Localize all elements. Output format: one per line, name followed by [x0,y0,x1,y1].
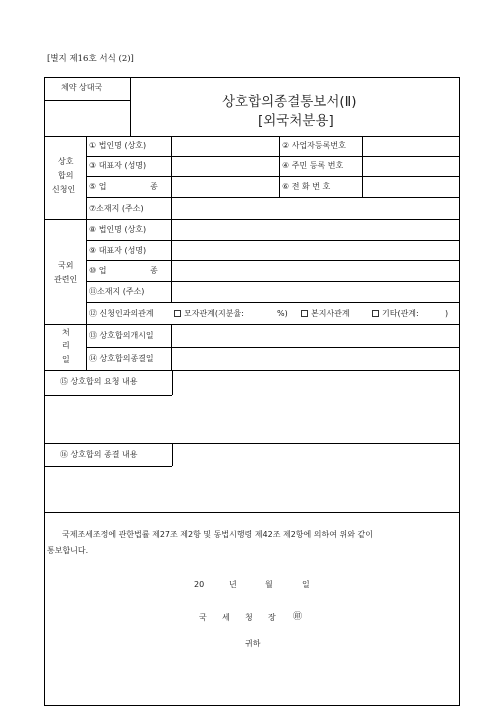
relation-option-parent[interactable]: 모자관계(지분율: [174,310,244,318]
address-label: ⑦소재지 (주소) [89,204,144,213]
rule [279,136,280,197]
applicant-group-label-1: 상호 [58,157,74,166]
rule [86,347,460,348]
page-subtitle: [외국처분용] [258,113,334,129]
recipient-label: 귀하 [245,639,261,648]
date-year: 20 [194,580,205,589]
rule [44,395,172,396]
rule [362,136,363,197]
rule [44,100,130,101]
form-number: [별지 제16호 서식 (2)] [47,54,134,64]
process-group-label-2: 리 [62,341,70,350]
rule [171,219,172,302]
page-title: 상호합의종결통보서(Ⅱ) [222,94,357,110]
form-frame [44,77,460,706]
rule [86,197,460,198]
resident-reg-no-label: ④ 주민 등록 번호 [282,161,344,170]
rule [44,370,460,371]
representative-label: ③ 대표자 (성명) [89,161,147,170]
rule [44,512,460,513]
treaty-country-label: 체약 상대국 [61,83,103,92]
foreign-group-label-2: 관련인 [54,275,78,284]
process-group-label-3: 일 [62,355,70,364]
foreign-business-type-label-end: 종 [150,266,158,275]
signer-char-2: 세 [222,613,230,622]
applicant-group-label-2: 합의 [58,171,74,180]
rule [86,260,460,261]
corp-name-label: ① 법인명 (상호) [89,141,147,150]
notice-line-1: 국제조세조정에 관한법률 제27조 제2항 및 동법시행령 제42조 제2항에 의하여 위와 같이 [62,530,373,539]
biz-reg-no-label: ② 사업자등록번호 [282,141,346,150]
signer-char-4: 장 [268,613,276,622]
rule [44,466,172,467]
foreign-corp-name-label: ⑧ 법인명 (상호) [89,225,147,234]
date-year-unit: 년 [229,580,237,589]
rule [86,156,460,157]
checkbox[interactable] [301,310,308,317]
conclusion-content-label: ⑯ 상호합의 종결 내용 [60,450,138,459]
seal-icon: ㊞ [293,612,303,622]
agreement-start-label: ⑬ 상호합의개시일 [89,331,154,340]
relation-label: ⑫ 신청인과의관계 [89,309,154,318]
share-ratio-unit: %) [277,309,288,318]
process-group-label-1: 처 [62,328,70,337]
checkbox[interactable] [174,310,181,317]
phone-label: ⑥ 전 화 번 호 [282,182,331,191]
rule [44,219,460,220]
request-content-label: ⑮ 상호합의 요청 내용 [60,377,138,386]
signer-char-3: 청 [245,613,253,622]
rule [172,370,173,395]
foreign-address-label: ⑪소재지 (주소) [89,287,145,296]
foreign-representative-label: ⑨ 대표자 (성명) [89,246,147,255]
notice-line-2: 통보합니다. [47,546,89,555]
rule [86,281,460,282]
rule [86,240,460,241]
rule [171,136,172,219]
rule [86,302,460,303]
foreign-group-label-1: 국외 [58,261,74,270]
rule [44,136,460,137]
relation-option-other[interactable]: 기타(관계: [372,310,419,318]
relation-option-branch[interactable]: 본지사관계 [301,310,350,318]
date-month-unit: 월 [265,580,273,589]
rule [172,443,173,466]
date-day-unit: 일 [302,580,310,589]
relation-other-close: ) [445,309,449,318]
rule [86,136,87,370]
applicant-group-label-3: 신청인 [52,185,76,194]
rule [44,324,460,325]
agreement-end-label: ⑭ 상호합의종결일 [89,354,154,363]
rule [44,443,460,444]
rule [130,77,131,136]
rule [86,176,460,177]
checkbox[interactable] [372,310,379,317]
rule [171,324,172,370]
business-type-label-end: 종 [150,182,158,191]
signer-char-1: 국 [199,613,207,622]
foreign-business-type-label: ⑩ 업 [89,266,107,275]
business-type-label: ⑤ 업 [89,182,107,191]
